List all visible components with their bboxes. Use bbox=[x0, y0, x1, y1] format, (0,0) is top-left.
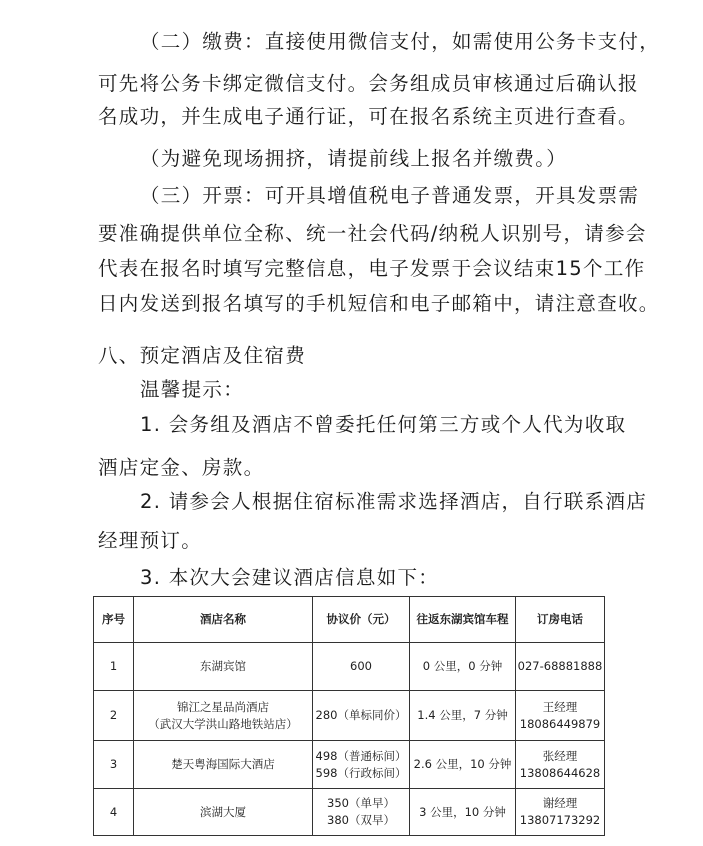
hotel-price bbox=[313, 741, 410, 789]
payment-paragraph-line-1: （二）缴费：直接使用微信支付，如需使用公务卡支付， bbox=[140, 30, 661, 53]
invoice-paragraph-line-3: 代表在报名时填写完整信息，电子发票于会议结束15个工作 bbox=[98, 257, 646, 280]
contact-name: 王经理 bbox=[542, 699, 578, 714]
hotel-name bbox=[134, 789, 313, 836]
phone-line: 13808644628 bbox=[519, 765, 601, 780]
table-row bbox=[94, 643, 605, 691]
price-line: 598（行政标间） bbox=[315, 765, 407, 780]
hotel-name bbox=[134, 741, 313, 789]
contact-name: 张经理 bbox=[542, 748, 578, 763]
section-heading-hotel: 八、预定酒店及住宿费 bbox=[98, 344, 307, 367]
phone-line: 13807173292 bbox=[519, 813, 601, 827]
hotel-phone bbox=[516, 789, 605, 836]
hotel-price bbox=[313, 691, 410, 741]
contact-name: 谢经理 bbox=[542, 796, 578, 810]
row-no: 2 bbox=[94, 691, 134, 741]
hotel-price bbox=[313, 789, 410, 836]
hotel-distance: 2.6 公里，10 分钟 bbox=[410, 741, 516, 789]
invoice-paragraph-line-2: 要准确提供单位全称、统一社会代码/纳税人识别号，请参会 bbox=[98, 222, 647, 245]
header-phone: 订房电话 bbox=[516, 597, 605, 643]
header-hotel-name: 酒店名称 bbox=[134, 597, 313, 643]
tip-1-line-2: 酒店定金、房款。 bbox=[98, 456, 265, 479]
phone-line: 027-68881888 bbox=[517, 659, 603, 673]
hotel-phone bbox=[516, 643, 605, 691]
header-price: 协议价（元） bbox=[313, 597, 410, 643]
hotel-name bbox=[134, 691, 313, 741]
row-no: 4 bbox=[94, 789, 134, 836]
tip-3-line-1: 3. 本次大会建议酒店信息如下： bbox=[140, 566, 440, 589]
table-row bbox=[94, 789, 605, 836]
hotel-name-line: 东湖宾馆 bbox=[200, 659, 246, 673]
hotel-table bbox=[93, 596, 605, 836]
price-line: 498（普通标间） bbox=[315, 748, 407, 763]
hotel-phone bbox=[516, 691, 605, 741]
tip-1-line-1: 1. 会务组及酒店不曾委托任何第三方或个人代为收取 bbox=[140, 413, 627, 436]
header-no: 序号 bbox=[94, 597, 134, 643]
payment-paragraph-line-3: 名成功，并生成电子通行证，可在报名系统主页进行查看。 bbox=[98, 105, 639, 128]
table-row bbox=[94, 691, 605, 741]
phone-line: 18086449879 bbox=[519, 716, 601, 731]
hotel-distance: 0 公里，0 分钟 bbox=[410, 643, 516, 691]
hotel-name-line: （武汉大学洪山路地铁站店） bbox=[148, 716, 298, 731]
hotel-name-line: 滨湖大厦 bbox=[200, 804, 246, 819]
hotel-distance: 3 公里，10 分钟 bbox=[410, 789, 516, 836]
hotel-name bbox=[134, 643, 313, 691]
row-no: 3 bbox=[94, 741, 134, 789]
row-no: 1 bbox=[94, 643, 134, 691]
hotel-distance: 1.4 公里，7 分钟 bbox=[410, 691, 516, 741]
hotel-price bbox=[313, 643, 410, 691]
payment-paragraph-line-2: 可先将公务卡绑定微信支付。会务组成员审核通过后确认报 bbox=[98, 72, 639, 95]
price-line: 280（单标同价） bbox=[315, 708, 407, 722]
table-row bbox=[94, 741, 605, 789]
hotel-phone bbox=[516, 741, 605, 789]
invoice-paragraph-line-4: 日内发送到报名填写的手机短信和电子邮箱中，请注意查收。 bbox=[98, 292, 660, 315]
invoice-paragraph-line-1: （三）开票：可开具增值税电子普通发票，开具发票需 bbox=[140, 184, 640, 207]
hotel-name-line: 锦江之星品尚酒店 bbox=[177, 699, 269, 714]
tip-2-line-1: 2. 请参会人根据住宿标准需求选择酒店，自行联系酒店 bbox=[140, 490, 648, 513]
hotel-name-line: 楚天粤海国际大酒店 bbox=[171, 757, 275, 771]
table-header-row bbox=[94, 597, 605, 643]
tips-title: 温馨提示： bbox=[140, 378, 245, 401]
price-line: 350（单早） bbox=[327, 796, 395, 810]
price-line: 380（双早） bbox=[327, 813, 395, 827]
tip-2-line-2: 经理预订。 bbox=[98, 529, 203, 552]
header-distance: 往返东湖宾馆车程 bbox=[410, 597, 516, 643]
crowd-notice: （为避免现场拥挤，请提前线上报名并缴费。） bbox=[140, 147, 568, 170]
price-line: 600 bbox=[350, 659, 372, 673]
